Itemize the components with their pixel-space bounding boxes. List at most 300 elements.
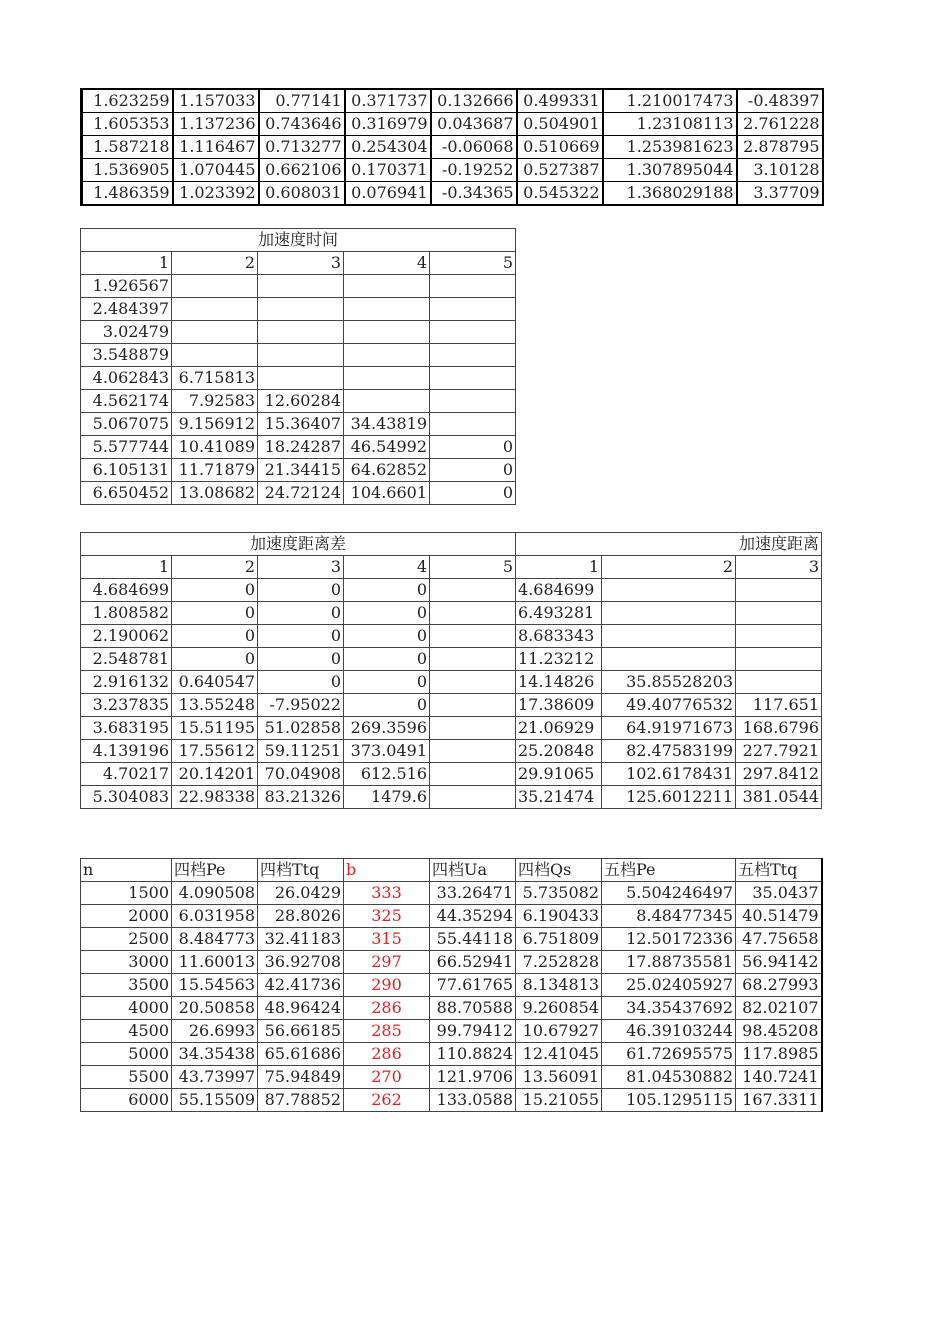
table-cell: 12.50172336 (602, 928, 736, 951)
table-cell: 290 (344, 974, 430, 997)
table-cell: 6.493281 (516, 602, 602, 625)
table-cell (430, 763, 516, 786)
column-header: 五档Ttq (736, 859, 822, 882)
table-row (81, 905, 822, 928)
table-row (81, 1020, 822, 1043)
table-cell: 0.371737 (345, 89, 431, 113)
table-cell: 8.134813 (516, 974, 602, 997)
table-cell: 3.10128 (737, 159, 823, 182)
table-cell (430, 786, 516, 809)
table-cell: 0 (258, 648, 344, 671)
table-cell: 2500 (81, 928, 172, 951)
table-cell: 44.35294 (430, 905, 516, 928)
table-cell: 8.683343 (516, 625, 602, 648)
header-row (81, 859, 822, 882)
table-cell: 10.67927 (516, 1020, 602, 1043)
table-cell: 1.157033 (173, 89, 259, 113)
table-cell: 34.35437692 (602, 997, 736, 1020)
table-cell: 4.139196 (81, 740, 172, 763)
table-row (81, 763, 822, 786)
table-cell (736, 602, 822, 625)
table-cell: 6000 (81, 1089, 172, 1112)
table-cell: 66.52941 (430, 951, 516, 974)
column-header: 4 (344, 556, 430, 579)
table-cell: 13.56091 (516, 1066, 602, 1089)
table-cell (258, 321, 344, 344)
table-cell: 133.0588 (430, 1089, 516, 1112)
table-cell: 77.61765 (430, 974, 516, 997)
table-cell: 1479.6 (344, 786, 430, 809)
header-row (81, 556, 822, 579)
table-cell: 17.88735581 (602, 951, 736, 974)
table-row (81, 740, 822, 763)
table-cell: 14.14826 (516, 671, 602, 694)
table-cell: 286 (344, 1043, 430, 1066)
table-cell: 0.743646 (259, 113, 345, 136)
table-cell: 9.260854 (516, 997, 602, 1020)
table-cell: 2000 (81, 905, 172, 928)
table-cell: 5.735082 (516, 882, 602, 905)
table-cell: 26.6993 (172, 1020, 258, 1043)
table-cell: 11.71879 (172, 459, 258, 482)
column-header: 2 (172, 556, 258, 579)
table-cell: 75.94849 (258, 1066, 344, 1089)
table-cell: 373.0491 (344, 740, 430, 763)
table-cell: 2.484397 (81, 298, 172, 321)
table-cell (344, 321, 430, 344)
table-cell: 315 (344, 928, 430, 951)
table-cell: 35.0437 (736, 882, 822, 905)
table-cell: 18.24287 (258, 436, 344, 459)
table-cell: 297 (344, 951, 430, 974)
table-cell: 0 (430, 482, 516, 505)
table-cell: 26.0429 (258, 882, 344, 905)
column-header: 2 (602, 556, 736, 579)
table-row (81, 928, 822, 951)
table-cell: 1.253981623 (603, 136, 737, 159)
table-cell: 0.510669 (517, 136, 603, 159)
table-cell: -0.48397 (737, 89, 823, 113)
table-cell (736, 671, 822, 694)
table-cell: 0.527387 (517, 159, 603, 182)
table-cell: 6.715813 (172, 367, 258, 390)
table-cell: 102.6178431 (602, 763, 736, 786)
table-cell: 270 (344, 1066, 430, 1089)
table-cell: 48.96424 (258, 997, 344, 1020)
table-cell (430, 367, 516, 390)
table-row (81, 974, 822, 997)
column-header: 3 (258, 252, 344, 275)
column-header: 2 (172, 252, 258, 275)
table-row (81, 459, 516, 482)
table-cell: 4500 (81, 1020, 172, 1043)
table-cell (172, 298, 258, 321)
table-cell: 6.650452 (81, 482, 172, 505)
table-cell: 333 (344, 882, 430, 905)
table-cell: 110.8824 (430, 1043, 516, 1066)
table-cell: 12.41045 (516, 1043, 602, 1066)
table-cell: 3.683195 (81, 717, 172, 740)
table-cell: 5.504246497 (602, 882, 736, 905)
column-header: n (81, 859, 172, 882)
table-cell: 0 (344, 625, 430, 648)
table-cell: 3500 (81, 974, 172, 997)
table-cell: 25.02405927 (602, 974, 736, 997)
table-row (82, 89, 823, 113)
table-cell: 8.484773 (172, 928, 258, 951)
table-cell: 117.8985 (736, 1043, 822, 1066)
table-cell: 7.92583 (172, 390, 258, 413)
table-cell (430, 648, 516, 671)
table-cell: 28.8026 (258, 905, 344, 928)
table-cell: 6.031958 (172, 905, 258, 928)
table-cell: 4.70217 (81, 763, 172, 786)
table-cell: 56.66185 (258, 1020, 344, 1043)
table-cell: 15.21055 (516, 1089, 602, 1112)
table-cell (258, 367, 344, 390)
column-header: 四档Qs (516, 859, 602, 882)
table-row (82, 136, 823, 159)
table-cell: 227.7921 (736, 740, 822, 763)
table-cell: 1.486359 (82, 182, 173, 206)
table-cell (430, 717, 516, 740)
column-header: 1 (81, 556, 172, 579)
table-cell (430, 625, 516, 648)
table-cell: 2.190062 (81, 625, 172, 648)
table-cell: 56.94142 (736, 951, 822, 974)
table-cell (430, 740, 516, 763)
table-cell: 325 (344, 905, 430, 928)
table-cell: 0.170371 (345, 159, 431, 182)
table-row (81, 413, 516, 436)
table-cell (736, 648, 822, 671)
table-cell: 42.41736 (258, 974, 344, 997)
table-cell: 1.070445 (173, 159, 259, 182)
table-cell (258, 275, 344, 298)
table-cell: 35.85528203 (602, 671, 736, 694)
table-engine-data (80, 858, 823, 1112)
table-cell: 6.190433 (516, 905, 602, 928)
table-cell: -0.34365 (431, 182, 517, 206)
table-row (81, 1066, 822, 1089)
column-header: 3 (736, 556, 822, 579)
table-cell: 0.77141 (259, 89, 345, 113)
table-cell: 0.132666 (431, 89, 517, 113)
table-row (81, 671, 822, 694)
header-row (81, 252, 516, 275)
table-cell: 99.79412 (430, 1020, 516, 1043)
table-cell: 20.14201 (172, 763, 258, 786)
table-row (81, 367, 516, 390)
table-row (81, 602, 822, 625)
table-row (81, 951, 822, 974)
column-header: 4 (344, 252, 430, 275)
table-cell: 59.11251 (258, 740, 344, 763)
table-cell: 34.43819 (344, 413, 430, 436)
table-cell: 0 (172, 625, 258, 648)
table-cell: -0.06068 (431, 136, 517, 159)
table-cell: 98.45208 (736, 1020, 822, 1043)
table-cell: 381.0544 (736, 786, 822, 809)
table-cell: 262 (344, 1089, 430, 1112)
table-cell: 0 (258, 579, 344, 602)
table-cell: 68.27993 (736, 974, 822, 997)
table-cell: 1.926567 (81, 275, 172, 298)
table-cell: 25.20848 (516, 740, 602, 763)
column-header: 四档Pe (172, 859, 258, 882)
table-cell (430, 390, 516, 413)
table-row (81, 344, 516, 367)
table-cell: 0 (258, 625, 344, 648)
table-row (81, 1043, 822, 1066)
table-cell: 5.067075 (81, 413, 172, 436)
table-cell: 22.98338 (172, 786, 258, 809)
table-cell: 0 (430, 459, 516, 482)
table-cell: 1500 (81, 882, 172, 905)
table-cell (736, 625, 822, 648)
table-cell: 17.55612 (172, 740, 258, 763)
table-cell: 4000 (81, 997, 172, 1020)
table-cell: 21.06929 (516, 717, 602, 740)
table-cell: 0.316979 (345, 113, 431, 136)
table-cell: 1.536905 (82, 159, 173, 182)
table-cell (172, 321, 258, 344)
table-row (81, 321, 516, 344)
table-cell: 3.02479 (81, 321, 172, 344)
table-cell: 3.237835 (81, 694, 172, 717)
table-cell (430, 275, 516, 298)
table-row (81, 275, 516, 298)
table-row (81, 997, 822, 1020)
table-cell (172, 344, 258, 367)
table-cell: 2.761228 (737, 113, 823, 136)
table-cell: 0 (430, 436, 516, 459)
column-header: 1 (516, 556, 602, 579)
table-cell: 0.076941 (345, 182, 431, 206)
table-cell (172, 275, 258, 298)
table-cell: 0 (344, 694, 430, 717)
table-acceleration-distance (80, 532, 822, 809)
table-cell: 0.504901 (517, 113, 603, 136)
table-cell: 34.35438 (172, 1043, 258, 1066)
table-cell: 15.54563 (172, 974, 258, 997)
table-cell: 15.36407 (258, 413, 344, 436)
table-cell: 8.48477345 (602, 905, 736, 928)
table-cell: 0.713277 (259, 136, 345, 159)
table-cell: 2.548781 (81, 648, 172, 671)
column-header: 5 (430, 556, 516, 579)
table-cell: 83.21326 (258, 786, 344, 809)
table-cell: 88.70588 (430, 997, 516, 1020)
table-cell: 1.808582 (81, 602, 172, 625)
table-coefficients (80, 88, 824, 206)
table-cell: 612.516 (344, 763, 430, 786)
table-cell: 55.15509 (172, 1089, 258, 1112)
table-cell: 0.608031 (259, 182, 345, 206)
table-cell: 0 (258, 671, 344, 694)
table-row (81, 579, 822, 602)
table-cell: 49.40776532 (602, 694, 736, 717)
table-cell: 125.6012211 (602, 786, 736, 809)
table-cell: 167.3311 (736, 1089, 822, 1112)
table-cell: 2.878795 (737, 136, 823, 159)
acceleration-time-title: 加速度时间 (81, 229, 516, 252)
table-row (81, 717, 822, 740)
table-cell: 0 (172, 602, 258, 625)
table-cell: 286 (344, 997, 430, 1020)
table-cell (430, 671, 516, 694)
table-cell: 17.38609 (516, 694, 602, 717)
table-cell: 4.062843 (81, 367, 172, 390)
table-row (81, 786, 822, 809)
table-cell: 0 (344, 648, 430, 671)
table-cell: 33.26471 (430, 882, 516, 905)
table-row (82, 182, 823, 206)
table-cell: 0 (258, 602, 344, 625)
table-cell: 6.105131 (81, 459, 172, 482)
table-cell: 5.577744 (81, 436, 172, 459)
table-cell: 36.92708 (258, 951, 344, 974)
table-cell: 121.9706 (430, 1066, 516, 1089)
table-cell: 0 (172, 579, 258, 602)
table-cell: 70.04908 (258, 763, 344, 786)
table-cell: 11.23212 (516, 648, 602, 671)
table-cell: 9.156912 (172, 413, 258, 436)
acceleration-distance-diff-title: 加速度距离差 (81, 533, 516, 556)
table-cell (430, 298, 516, 321)
table-cell: 2.916132 (81, 671, 172, 694)
table-row (81, 482, 516, 505)
table-cell: 20.50858 (172, 997, 258, 1020)
table-cell (736, 579, 822, 602)
table-cell: 11.60013 (172, 951, 258, 974)
table-cell: 1.605353 (82, 113, 173, 136)
table-cell: 29.91065 (516, 763, 602, 786)
table-cell: 168.6796 (736, 717, 822, 740)
table-cell: 35.21474 (516, 786, 602, 809)
table-cell: 1.368029188 (603, 182, 737, 206)
table-cell (602, 579, 736, 602)
table-cell: 15.51195 (172, 717, 258, 740)
table-cell: 1.210017473 (603, 89, 737, 113)
table-cell: 64.91971673 (602, 717, 736, 740)
table-cell (344, 298, 430, 321)
table-cell: 0.254304 (345, 136, 431, 159)
acceleration-distance-title: 加速度距离 (516, 533, 822, 556)
table-cell: -0.19252 (431, 159, 517, 182)
table-cell: 40.51479 (736, 905, 822, 928)
table-cell: 1.116467 (173, 136, 259, 159)
table-cell: 5500 (81, 1066, 172, 1089)
table-row (81, 694, 822, 717)
table-cell: 7.252828 (516, 951, 602, 974)
table-cell: 1.023392 (173, 182, 259, 206)
table-cell (430, 694, 516, 717)
table-cell: 0 (344, 579, 430, 602)
table-row (81, 1089, 822, 1112)
table-cell: 82.47583199 (602, 740, 736, 763)
table-cell: 285 (344, 1020, 430, 1043)
table-cell: 0.640547 (172, 671, 258, 694)
table-cell (430, 344, 516, 367)
table-cell: 0.545322 (517, 182, 603, 206)
table-cell: 140.7241 (736, 1066, 822, 1089)
table-cell: 6.751809 (516, 928, 602, 951)
table-cell (258, 344, 344, 367)
table-cell: 5000 (81, 1043, 172, 1066)
table-cell: 55.44118 (430, 928, 516, 951)
table-cell: 3.548879 (81, 344, 172, 367)
table-cell: 13.55248 (172, 694, 258, 717)
column-header: 五档Pe (602, 859, 736, 882)
table-cell: 24.72124 (258, 482, 344, 505)
table-cell: 4.562174 (81, 390, 172, 413)
table-cell: 0.043687 (431, 113, 517, 136)
table-cell: 43.73997 (172, 1066, 258, 1089)
table-cell: 47.75658 (736, 928, 822, 951)
table-cell (430, 602, 516, 625)
table-cell: 269.3596 (344, 717, 430, 740)
table-cell: 0.662106 (259, 159, 345, 182)
table-cell (602, 602, 736, 625)
table-row (81, 648, 822, 671)
table-cell (258, 298, 344, 321)
table-cell (602, 648, 736, 671)
table-cell (602, 625, 736, 648)
table-cell: 1.137236 (173, 113, 259, 136)
table-cell: 3000 (81, 951, 172, 974)
table-row (82, 113, 823, 136)
table-cell: 297.8412 (736, 763, 822, 786)
table-cell: 3.37709 (737, 182, 823, 206)
column-header: 四档Ttq (258, 859, 344, 882)
table-cell (344, 390, 430, 413)
table-cell: 5.304083 (81, 786, 172, 809)
table-cell: 21.34415 (258, 459, 344, 482)
table-cell: 46.54992 (344, 436, 430, 459)
table-cell: 81.04530882 (602, 1066, 736, 1089)
table-cell: 4.090508 (172, 882, 258, 905)
table-cell: 4.684699 (81, 579, 172, 602)
table-cell: 0 (172, 648, 258, 671)
table-cell (344, 367, 430, 390)
table-cell (430, 413, 516, 436)
table-row (81, 882, 822, 905)
table-cell (344, 275, 430, 298)
table-cell: 1.23108113 (603, 113, 737, 136)
table-cell: 13.08682 (172, 482, 258, 505)
table-cell: -7.95022 (258, 694, 344, 717)
table-cell: 4.684699 (516, 579, 602, 602)
table-row (81, 436, 516, 459)
column-header: 3 (258, 556, 344, 579)
table-cell: 64.62852 (344, 459, 430, 482)
table-cell: 65.61686 (258, 1043, 344, 1066)
table-cell: 1.587218 (82, 136, 173, 159)
column-header: 5 (430, 252, 516, 275)
table-row (81, 298, 516, 321)
table-cell: 1.307895044 (603, 159, 737, 182)
table-cell: 117.651 (736, 694, 822, 717)
table-row (82, 159, 823, 182)
column-header: 1 (81, 252, 172, 275)
table-cell: 0.499331 (517, 89, 603, 113)
table-cell (430, 579, 516, 602)
table-cell: 87.78852 (258, 1089, 344, 1112)
table-row (81, 390, 516, 413)
table-cell (430, 321, 516, 344)
table-cell: 32.41183 (258, 928, 344, 951)
